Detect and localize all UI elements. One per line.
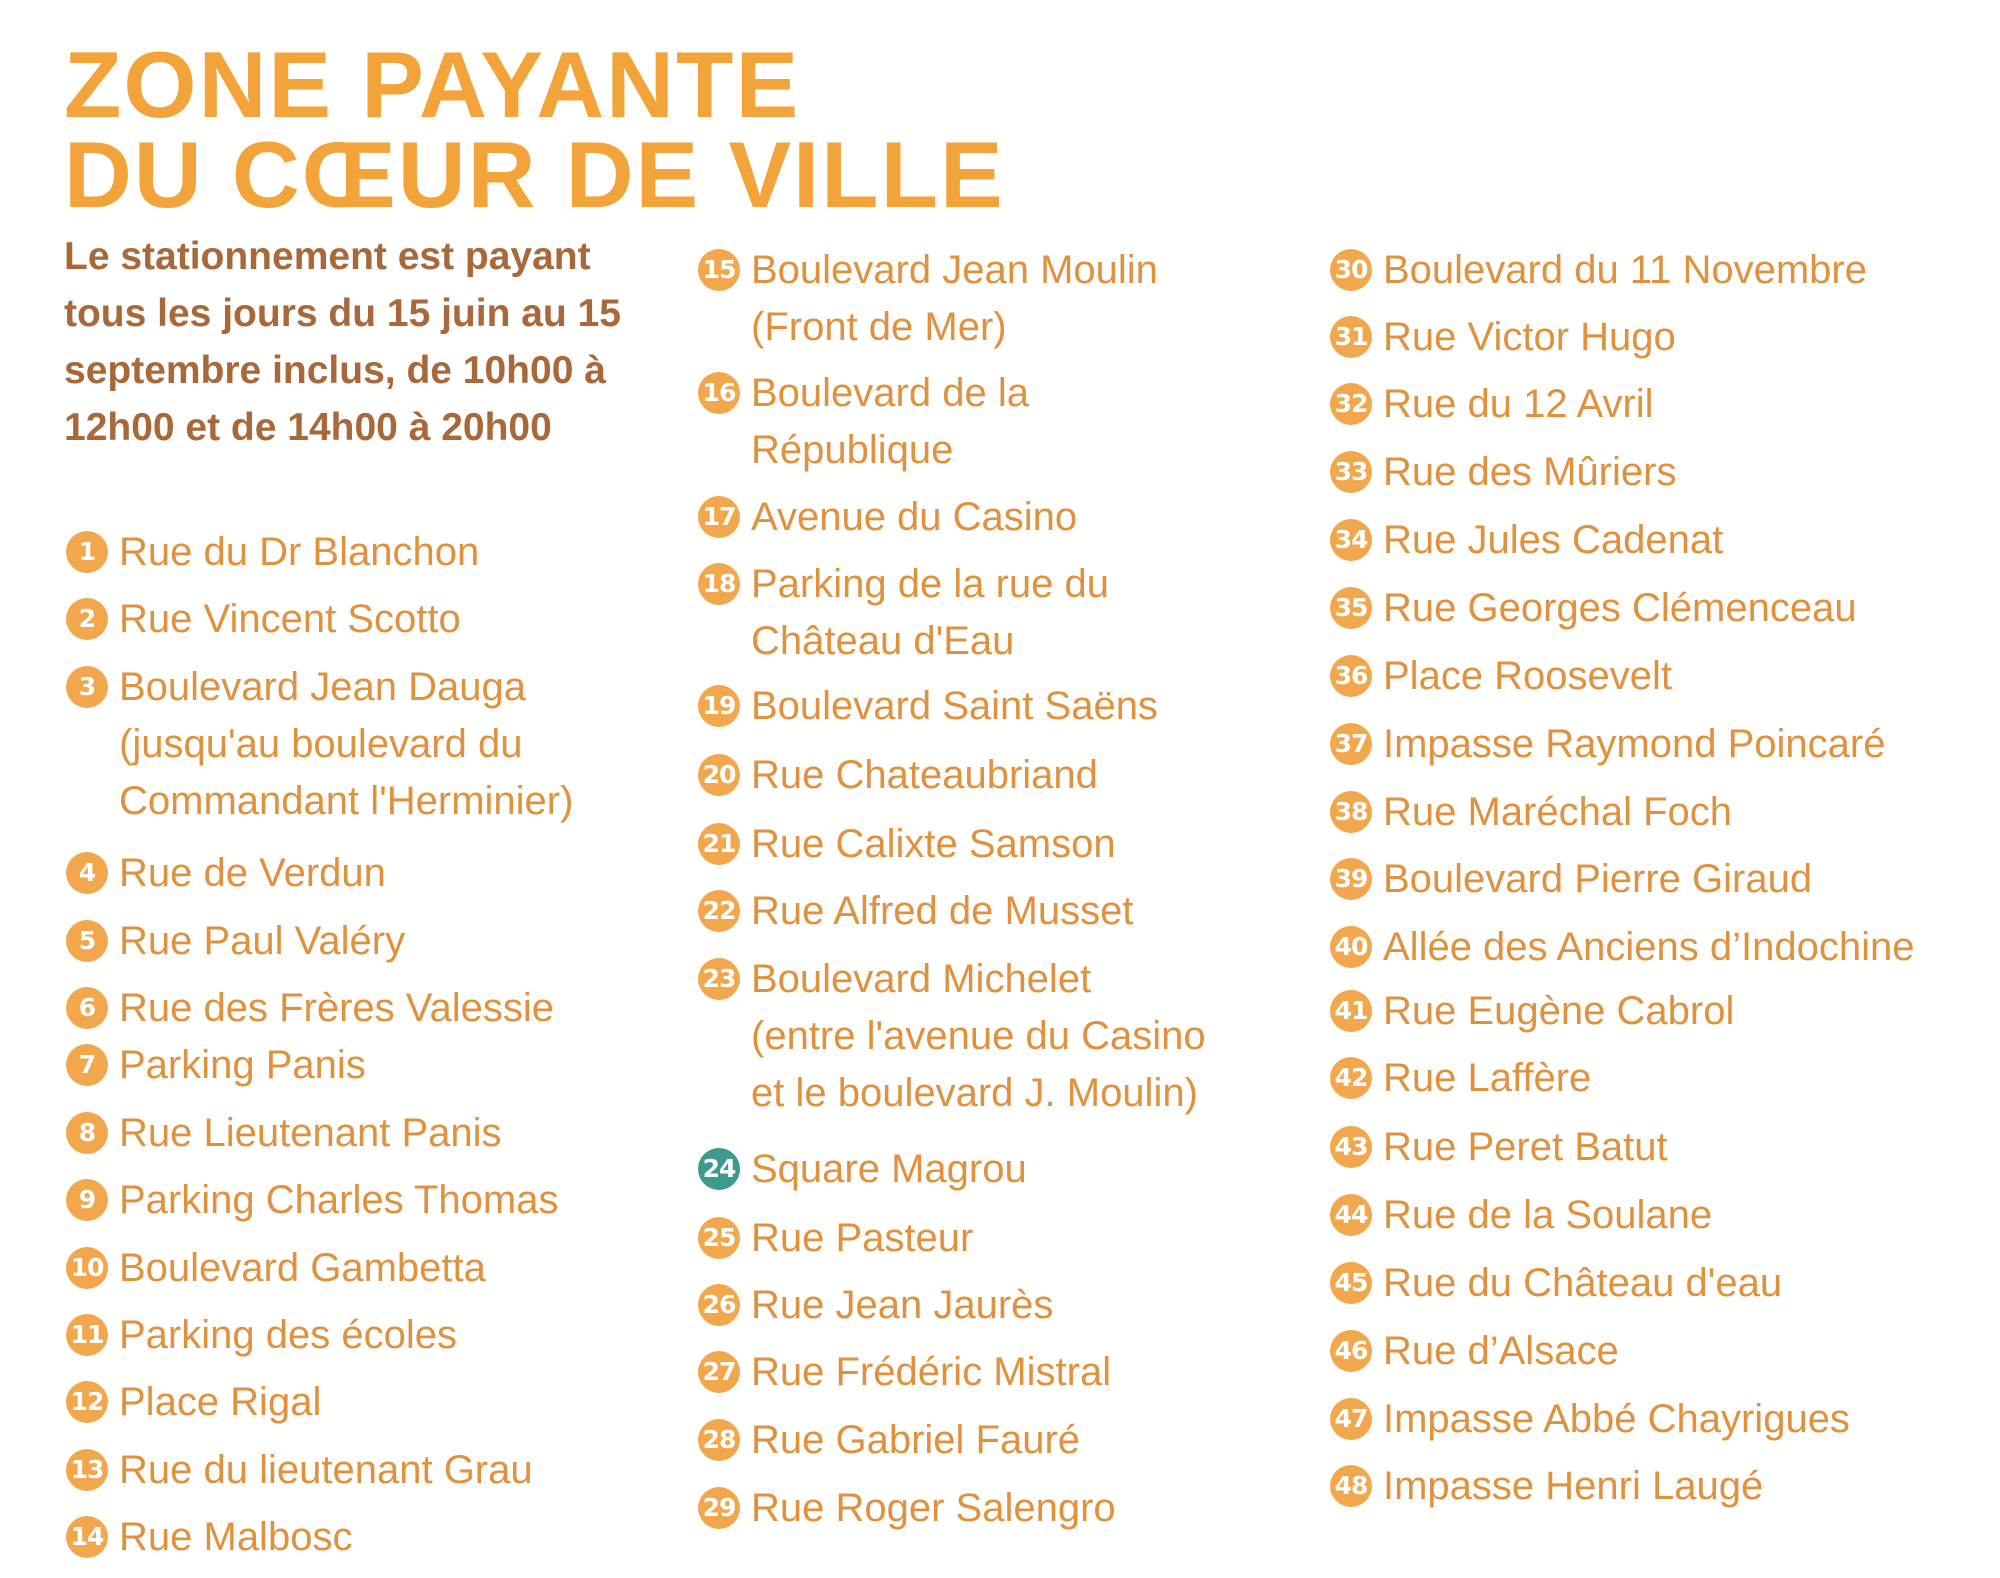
street-name: Place Roosevelt	[1383, 654, 1673, 698]
list-item	[1330, 919, 1950, 976]
number-badge: 42	[1330, 1057, 1372, 1099]
number-badge: 14	[66, 1516, 108, 1558]
street-name: Boulevard Saint Saëns	[751, 684, 1158, 728]
number-badge: 44	[1330, 1194, 1372, 1236]
street-name: Rue Roger Salengro	[751, 1486, 1116, 1530]
number-badge: 20	[698, 754, 740, 796]
street-name: Rue du 12 Avril	[1383, 382, 1654, 426]
list-item	[698, 1277, 1318, 1334]
number-badge: 34	[1330, 519, 1372, 561]
number-badge: 19	[698, 685, 740, 727]
street-name: Boulevard Jean Dauga (jusqu'au boulevard du Commandant l'Herminier)	[119, 665, 574, 823]
list-item	[1330, 444, 1950, 501]
number-badge: 37	[1330, 723, 1372, 765]
list-item	[66, 1307, 686, 1364]
street-name: Rue Gabriel Fauré	[751, 1418, 1081, 1462]
list-item	[66, 845, 686, 902]
list-item	[66, 659, 686, 830]
list-item	[66, 524, 686, 581]
list-item	[1330, 784, 1950, 841]
number-badge: 38	[1330, 791, 1372, 833]
street-name: Place Rigal	[119, 1380, 322, 1424]
list-item	[698, 1210, 1318, 1267]
list-item	[1330, 716, 1950, 773]
street-name: Rue du Dr Blanchon	[119, 530, 480, 574]
list-item	[1330, 1187, 1950, 1244]
list-item	[1330, 1391, 1950, 1448]
number-badge: 40	[1330, 926, 1372, 968]
number-badge: 36	[1330, 655, 1372, 697]
street-name: Rue Jean Jaurès	[751, 1283, 1054, 1327]
street-name: Rue Frédéric Mistral	[751, 1350, 1112, 1394]
street-name: Rue du lieutenant Grau	[119, 1448, 533, 1492]
street-name: Rue Alfred de Musset	[751, 889, 1134, 933]
list-item	[698, 883, 1318, 940]
list-item	[66, 913, 686, 970]
list-item	[1330, 242, 1950, 299]
number-badge: 35	[1330, 587, 1372, 629]
street-name: Rue de Verdun	[119, 851, 386, 895]
street-name: Parking des écoles	[119, 1313, 457, 1357]
number-badge: 43	[1330, 1126, 1372, 1168]
list-item	[1330, 648, 1950, 705]
number-badge: 23	[698, 958, 740, 1000]
street-name: Impasse Abbé Chayrigues	[1383, 1397, 1850, 1441]
street-name: Rue Eugène Cabrol	[1383, 989, 1735, 1033]
list-item	[1330, 1119, 1950, 1176]
number-badge: 45	[1330, 1262, 1372, 1304]
street-name: Boulevard Gambetta	[119, 1246, 486, 1290]
number-badge: 48	[1330, 1465, 1372, 1507]
list-item	[698, 242, 1318, 356]
list-item	[1330, 851, 1950, 908]
number-badge: 27	[698, 1351, 740, 1393]
list-item	[1330, 309, 1950, 366]
number-badge: 15	[698, 249, 740, 291]
street-name: Rue des Mûriers	[1383, 450, 1677, 494]
street-name: Rue Peret Batut	[1383, 1125, 1668, 1169]
street-name: Rue Victor Hugo	[1383, 315, 1676, 359]
list-item	[1330, 983, 1950, 1040]
street-name: Parking de la rue du Château d'Eau	[751, 562, 1110, 663]
list-item	[1330, 580, 1950, 637]
number-badge: 3	[66, 666, 108, 708]
list-item	[66, 591, 686, 648]
number-badge: 47	[1330, 1398, 1372, 1440]
number-badge: 17	[698, 496, 740, 538]
list-item	[66, 980, 686, 1037]
street-name: Boulevard de la République	[751, 371, 1029, 472]
number-badge: 41	[1330, 990, 1372, 1032]
street-name: Parking Charles Thomas	[119, 1178, 559, 1222]
number-badge: 30	[1330, 249, 1372, 291]
number-badge: 32	[1330, 383, 1372, 425]
title-line-1: ZONE PAYANTE	[64, 32, 801, 137]
street-name: Rue des Frères Valessie	[119, 986, 554, 1030]
list-item	[1330, 512, 1950, 569]
street-name: Boulevard Pierre Giraud	[1383, 857, 1813, 901]
number-badge: 22	[698, 890, 740, 932]
list-item	[66, 1374, 686, 1431]
number-badge: 29	[698, 1487, 740, 1529]
street-name: Rue Jules Cadenat	[1383, 518, 1724, 562]
list-item	[1330, 1255, 1950, 1312]
list-item	[698, 951, 1318, 1122]
number-badge: 12	[66, 1381, 108, 1423]
street-name: Rue Georges Clémenceau	[1383, 586, 1857, 630]
street-name: Boulevard Jean Moulin (Front de Mer)	[751, 248, 1158, 349]
number-badge: 5	[66, 920, 108, 962]
street-name: Parking Panis	[119, 1043, 366, 1087]
street-name: Rue Malbosc	[119, 1515, 353, 1559]
number-badge: 46	[1330, 1330, 1372, 1372]
list-item	[698, 816, 1318, 873]
number-badge: 31	[1330, 316, 1372, 358]
number-badge: 39	[1330, 858, 1372, 900]
page-title	[64, 32, 1005, 227]
street-name: Rue Chateaubriand	[751, 753, 1098, 797]
number-badge: 7	[66, 1044, 108, 1086]
number-badge: 13	[66, 1449, 108, 1491]
list-item	[1330, 1458, 1950, 1515]
list-item	[698, 678, 1318, 735]
title-line-2: DU CŒUR DE VILLE	[64, 122, 1005, 227]
list-item	[698, 489, 1318, 546]
street-name: Boulevard du 11 Novembre	[1383, 248, 1867, 292]
street-name: Impasse Henri Laugé	[1383, 1464, 1764, 1508]
number-badge: 18	[698, 563, 740, 605]
number-badge: 25	[698, 1217, 740, 1259]
list-item	[698, 1141, 1318, 1198]
number-badge: 33	[1330, 451, 1372, 493]
street-name: Rue Maréchal Foch	[1383, 790, 1733, 834]
number-badge: 8	[66, 1112, 108, 1154]
number-badge: 4	[66, 852, 108, 894]
number-badge: 6	[66, 987, 108, 1029]
street-name: Rue Laffère	[1383, 1056, 1592, 1100]
number-badge: 1	[66, 531, 108, 573]
street-name: Rue de la Soulane	[1383, 1193, 1713, 1237]
street-name: Rue Vincent Scotto	[119, 597, 461, 641]
number-badge: 21	[698, 823, 740, 865]
list-item	[66, 1240, 686, 1297]
number-badge: 2	[66, 598, 108, 640]
street-name: Rue Calixte Samson	[751, 822, 1116, 866]
street-name: Rue Paul Valéry	[119, 919, 406, 963]
number-badge: 9	[66, 1179, 108, 1221]
street-name: Rue Lieutenant Panis	[119, 1111, 502, 1155]
list-item	[66, 1172, 686, 1229]
street-name: Avenue du Casino	[751, 495, 1078, 539]
number-badge: 10	[66, 1247, 108, 1289]
list-item	[1330, 1050, 1950, 1107]
number-badge: 11	[66, 1314, 108, 1356]
list-item	[66, 1105, 686, 1162]
list-item	[1330, 376, 1950, 433]
list-item	[698, 1344, 1318, 1401]
street-name: Rue Pasteur	[751, 1216, 974, 1260]
list-item	[698, 556, 1318, 670]
list-item	[1330, 1323, 1950, 1380]
number-badge: 24	[698, 1148, 740, 1190]
list-item	[66, 1509, 686, 1566]
intro-text: Le stationnement est payant tous les jours du 15 juin au 15 septembre inclus, de 10h00 à 12h00 et de 14h00 à 20h00	[64, 235, 621, 449]
number-badge: 16	[698, 372, 740, 414]
street-name: Square Magrou	[751, 1147, 1027, 1191]
street-name: Impasse Raymond Poincaré	[1383, 722, 1886, 766]
list-item	[698, 747, 1318, 804]
list-item	[698, 1412, 1318, 1469]
street-name: Rue d’Alsace	[1383, 1329, 1619, 1373]
street-name: Rue du Château d'eau	[1383, 1261, 1783, 1305]
number-badge: 28	[698, 1419, 740, 1461]
street-name: Boulevard Michelet (entre l'avenue du Casino et le boulevard J. Moulin)	[751, 957, 1206, 1115]
street-name: Allée des Anciens d’Indochine	[1383, 925, 1915, 969]
list-item	[698, 1480, 1318, 1537]
list-item	[66, 1037, 686, 1094]
list-item	[66, 1442, 686, 1499]
number-badge: 26	[698, 1284, 740, 1326]
list-item	[698, 365, 1318, 479]
